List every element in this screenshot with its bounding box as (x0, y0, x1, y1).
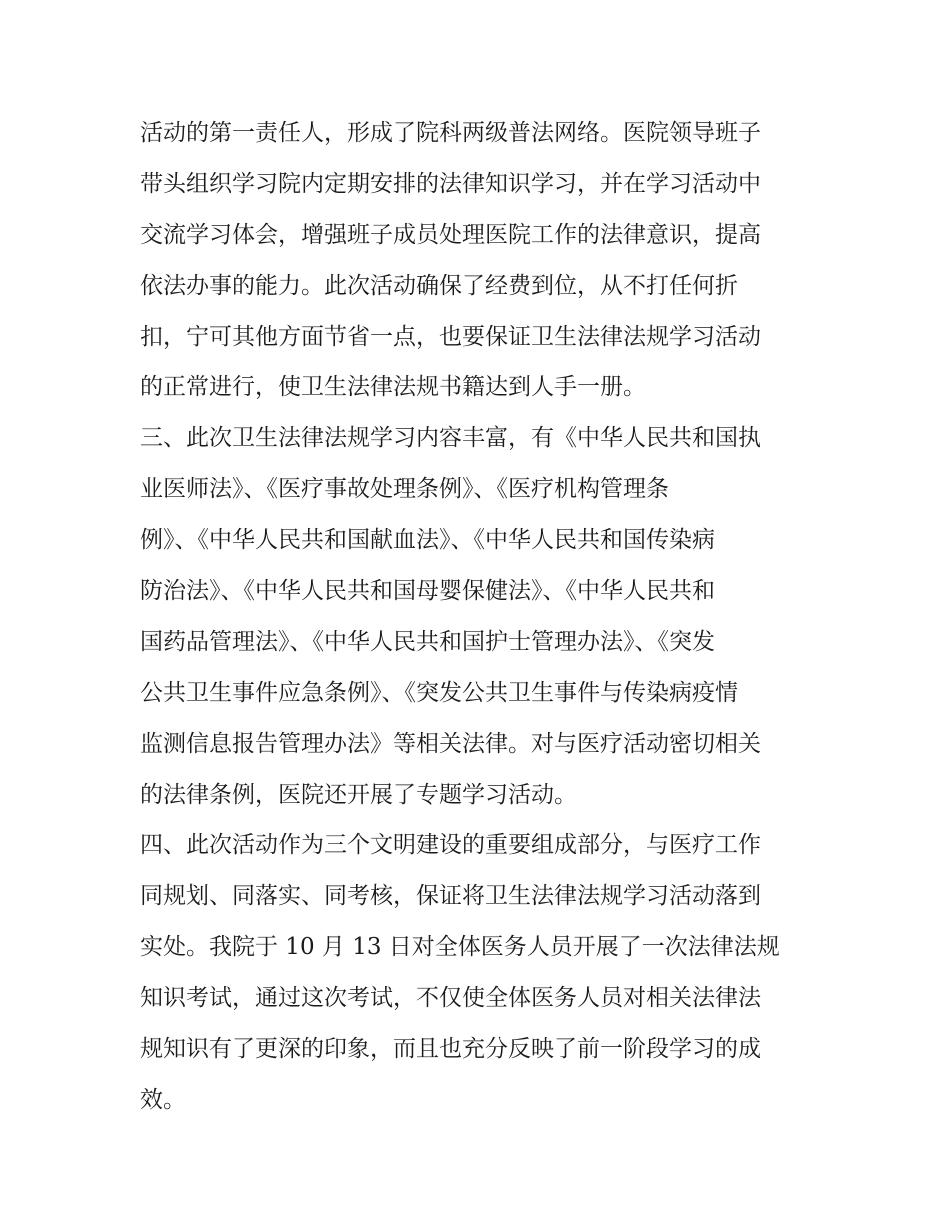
text-line: 的正常进行，使卫生法律法规书籍达到人手一册。 (140, 374, 646, 401)
text-line: 规知识有了更深的印象，而且也充分反映了前一阶段学习的成 (140, 1036, 761, 1063)
text-line: 活动的第一责任人，形成了院科两级普法网络。医院领导班子 (140, 120, 761, 146)
text-line: 防治法》、《中华人民共和国母婴保健法》、《中华人民共和 (140, 578, 715, 605)
document-body (140, 108, 830, 1126)
text-line: 扣，宁可其他方面节省一点，也要保证卫生法律法规学习活动 (140, 323, 761, 350)
text-line: 知识考试，通过这次考试，不仅使全体医务人员对相关法律法 (140, 985, 761, 1012)
text-line: 例》、《中华人民共和国献血法》、《中华人民共和国传染病 (140, 527, 715, 554)
text-line: 同规划、同落实、同考核，保证将卫生法律法规学习活动落到 (140, 883, 761, 910)
text-line: 依法办事的能力。此次活动确保了经费到位，从不打任何折 (140, 272, 738, 299)
text-line: 带头组织学习院内定期安排的法律知识学习，并在学习活动中 (140, 170, 761, 197)
text-line: 四、此次活动作为三个文明建设的重要组成部分，与医疗工作 (140, 832, 761, 859)
text-line: 监测信息报告管理办法》等相关法律。对与医疗活动密切相关 (140, 730, 761, 757)
text-line: 的法律条例，医院还开展了专题学习活动。 (140, 781, 577, 808)
text-line: 效。 (140, 1086, 186, 1113)
text-line: 实处。我院于 10 月 13 日对全体医务人员开展了一次法律法规 (140, 934, 780, 961)
text-line: 业医师法》、《医疗事故处理条例》、《医疗机构管理条 (140, 476, 669, 503)
text-line: 国药品管理法》、《中华人民共和国护士管理办法》、《突发 (140, 628, 715, 655)
text-line: 交流学习体会，增强班子成员处理医院工作的法律意识，提高 (140, 221, 761, 248)
text-line: 三、此次卫生法律法规学习内容丰富，有《中华人民共和国执 (140, 425, 761, 452)
text-line: 公共卫生事件应急条例》、《突发公共卫生事件与传染病疫情 (140, 679, 738, 706)
